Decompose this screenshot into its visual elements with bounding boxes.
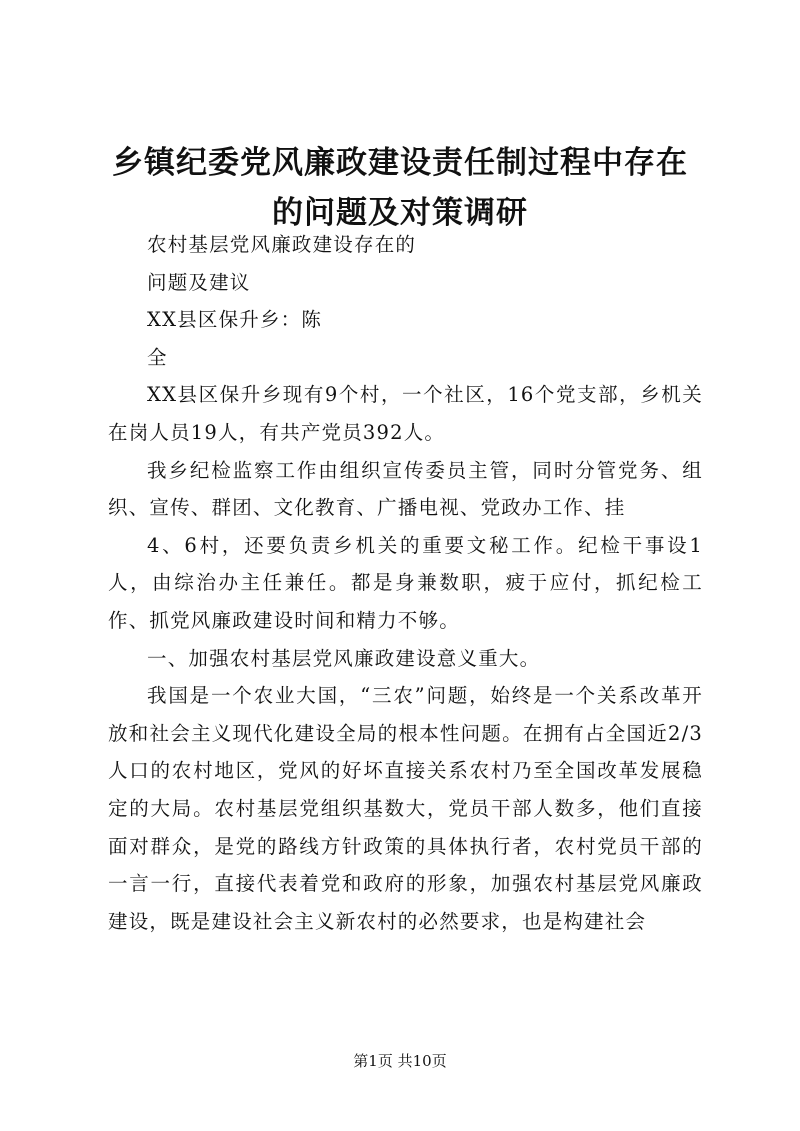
paragraph: 我乡纪检监察工作由组织宣传委员主管，同时分管党务、组织、宣传、群团、文化教育、广播电视、党政办工作、挂 [108, 458, 703, 520]
paragraph: XX县区保升乡现有9个村，一个社区，16个党支部，乡机关在岗人员19人，有共产党员392人。 [108, 383, 703, 444]
paragraph: 4、6村，还要负责乡机关的重要文秘工作。纪检干事设1人，由综治办主任兼任。都是身兼数职，疲于应付，抓纪检工作、抓党风廉政建设时间和精力不够。 [108, 533, 703, 632]
paragraph: 全 [147, 345, 168, 369]
document-body [108, 226, 703, 940]
paragraph: 一、加强农村基层党风廉政建设意义重大。 [147, 646, 541, 670]
page-number-footer: 第1页 共10页 [353, 1052, 447, 1070]
document-title: 乡镇纪委党风廉政建设责任制过程中存在的问题及对策调研 [112, 145, 688, 231]
paragraph: 我国是一个农业大国，“三农”问题，始终是一个关系改革开放和社会主义现代化建设全局的根本性问题。在拥有占全国近2/3人口的农村地区，党风的好坏直接关系农村乃至全国改革发展稳定的大局。农村基层党组织基数大，党员干部人数多，他们直接面对群众，是党的路线方针政策的具体执行者，农村党员干部的一言一行，直接代表着党和政府的形象，加强农村基层党风廉政建设，既是建设社会主义新农村的必然要求，也是构建社会 [108, 684, 703, 933]
paragraph: 问题及建议 [147, 270, 251, 294]
paragraph: XX县区保升乡：陈 [147, 308, 323, 332]
paragraph: 农村基层党风廉政建设存在的 [147, 233, 417, 256]
